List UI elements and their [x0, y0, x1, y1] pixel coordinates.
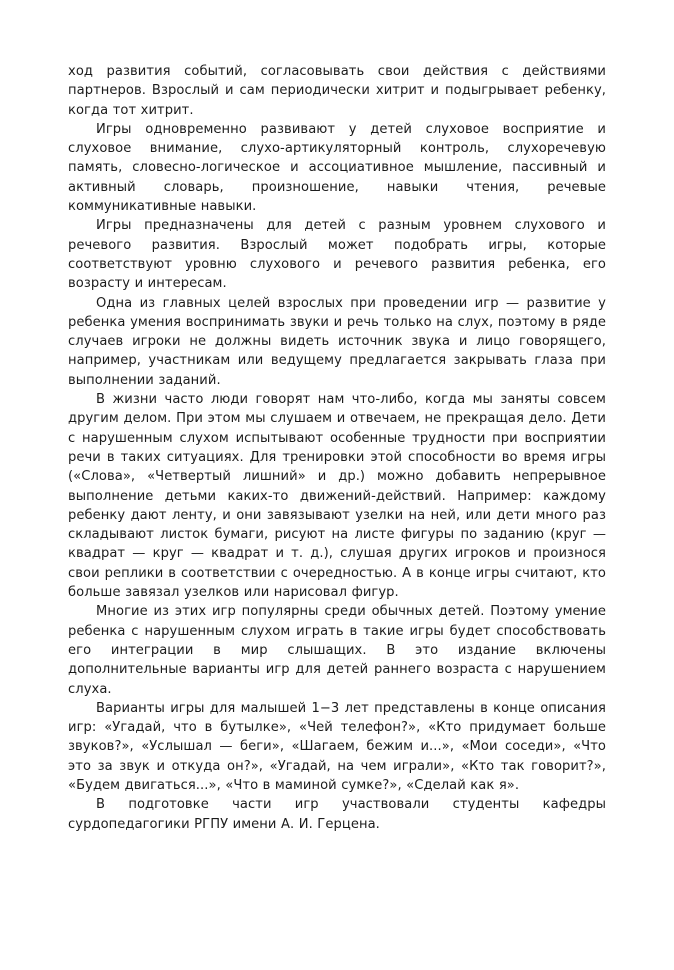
paragraph-8-acknowledgements: В подготовке части игр участвовали студенты кафедры сурдопедагогики РГПУ имени А. И. Герцена.	[68, 797, 606, 832]
paragraph-1: ход развития событий, согласовывать свои действия с действиями партнеров. Взрослый и сам периодически хитрит и подыгрывает ребенку, когда тот хитрит.	[68, 64, 606, 118]
paragraph-3: Игры предназначены для детей с разным уровнем слухового и речевого развития. Взрослый может подобрать игры, которые соответствуют уровню слухового и речевого развития ребенка, его возрасту и интересам.	[68, 218, 606, 292]
paragraph-6: Многие из этих игр популярны среди обычных детей. Поэтому умение ребенка с нарушенным слухом играть в такие игры будет способствовать его интеграции в мир слышащих. В это издание включены дополнительные варианты игр для детей раннего возраста с нарушением слуха.	[68, 604, 606, 697]
paragraph-7-game-variants-list: Варианты игры для малышей 1−3 лет представлены в конце описания игр: «Угадай, что в бутылке», «Чей телефон?», «Кто придумает больше звуков?», «Услышал — беги», «Шагаем, бежим и...», «Мои соседи», «Что это за звук и откуда он?», «Угадай, на чем играли», «Кто так говорит?», «Будем двигаться...», «Что в маминой сумке?», «Сделай как я».	[68, 700, 606, 793]
paragraph-2: Игры одновременно развивают у детей слуховое восприятие и слуховое внимание, слухо-артикуляторный контроль, слухоречевую память, словесно-логическое и ассоциативное мышление, пассивный и активный словарь, произношение, навыки чтения, речевые коммуникативные навыки.	[68, 121, 606, 215]
body-text-column	[68, 62, 606, 834]
paragraph-4: Одна из главных целей взрослых при проведении игр — развитие у ребенка умения воспринимать звуки и речь только на слух, поэтому в ряде случаев игроки не должны видеть источник звука и лицо говорящего, например, участникам или ведущему предлагается закрывать глаза при выполнении заданий.	[68, 295, 606, 388]
paragraph-5: В жизни часто люди говорят нам что-либо, когда мы заняты совсем другим делом. При этом мы слушаем и отвечаем, не прекращая дело. Дети с нарушенным слухом испытывают особенные трудности при восприятии речи в таких ситуациях. Для тренировки этой способности во время игры («Слова», «Четвертый лишний» и др.) можно добавить непрерывное выполнение детьми каких-то движений-действий. Например: каждому ребенку дают ленту, и они завязывают узелки на ней, или дети много раз складывают листок бумаги, рисуют на листе фигуры по заданию (круг — квадрат — круг — квадрат и т. д.), слушая других игроков и произнося свои реплики в соответствии с очередностью. А в конце игры считают, кто больше завязал узелков или нарисовал фигур.	[68, 392, 606, 601]
